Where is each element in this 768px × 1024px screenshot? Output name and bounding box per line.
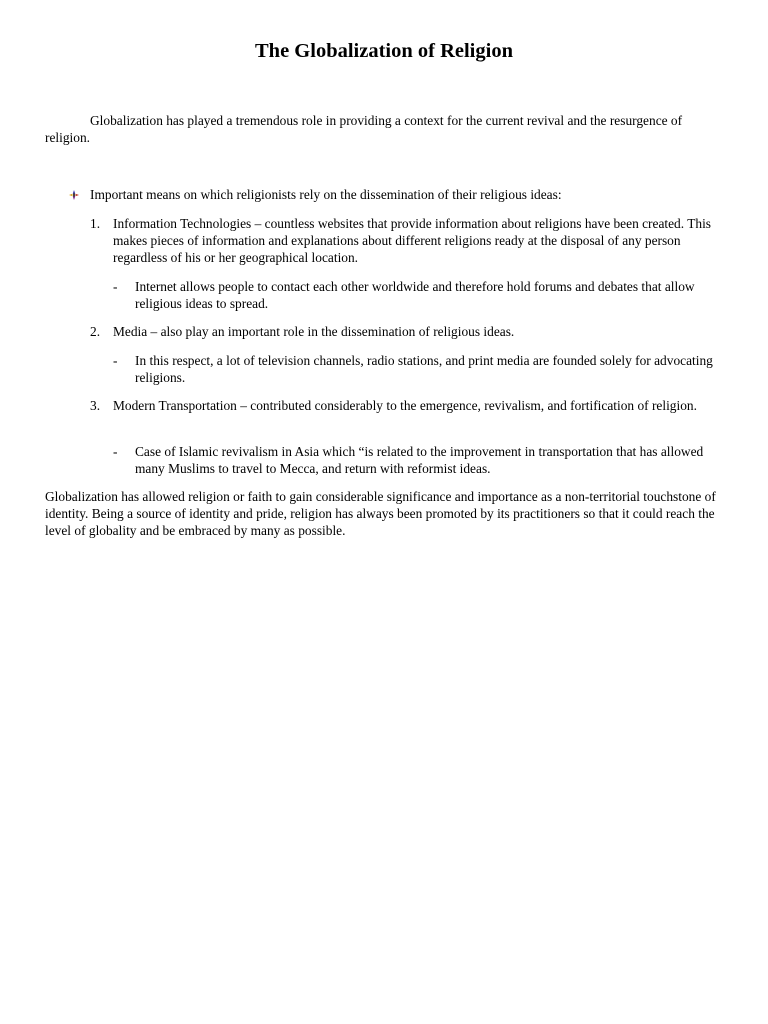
intro-paragraph: Globalization has played a tremendous role in providing a context for the current revival and the resurgence of religion. (45, 113, 683, 146)
closing-paragraph: Globalization has allowed religion or faith to gain considerable significance and importance as a non-territorial touchstone of identity. Being a source of identity and pride, religion has always been promoted by its practitioners so that it could reach the level of globality and be embraced by many as possible. (45, 489, 716, 539)
document-title: The Globalization of Religion (255, 40, 513, 62)
bullet-text: Important means on which religionists rely on the dissemination of their religious ideas: (90, 187, 562, 202)
list-number: 1. (90, 216, 101, 231)
list-text: Media – also play an important role in the dissemination of religious ideas. (113, 324, 515, 339)
list-number: 2. (90, 324, 101, 339)
sub-dash: - (113, 353, 118, 368)
sub-text: Internet allows people to contact each other worldwide and therefore hold forums and debates that allow religious ideas to spread. (135, 279, 695, 312)
list-text: Information Technologies – countless websites that provide information about religions have been created. This makes pieces of information and explanations about different religions ready at the disposal of any person regardless of his or her geographical location. (113, 216, 712, 266)
four-arrows-bullet-icon (68, 188, 80, 200)
sub-dash: - (113, 279, 118, 294)
sub-text: Case of Islamic revivalism in Asia which “is related to the improvement in transportation that has allowed many Muslims to travel to Mecca, and return with reformist ideas. (135, 444, 704, 477)
sub-text: In this respect, a lot of television channels, radio stations, and print media are founded solely for advocating religions. (135, 353, 713, 386)
list-number: 3. (90, 398, 101, 413)
sub-dash: - (113, 444, 118, 459)
list-text: Modern Transportation – contributed considerably to the emergence, revivalism, and fortification of religion. (113, 398, 697, 413)
